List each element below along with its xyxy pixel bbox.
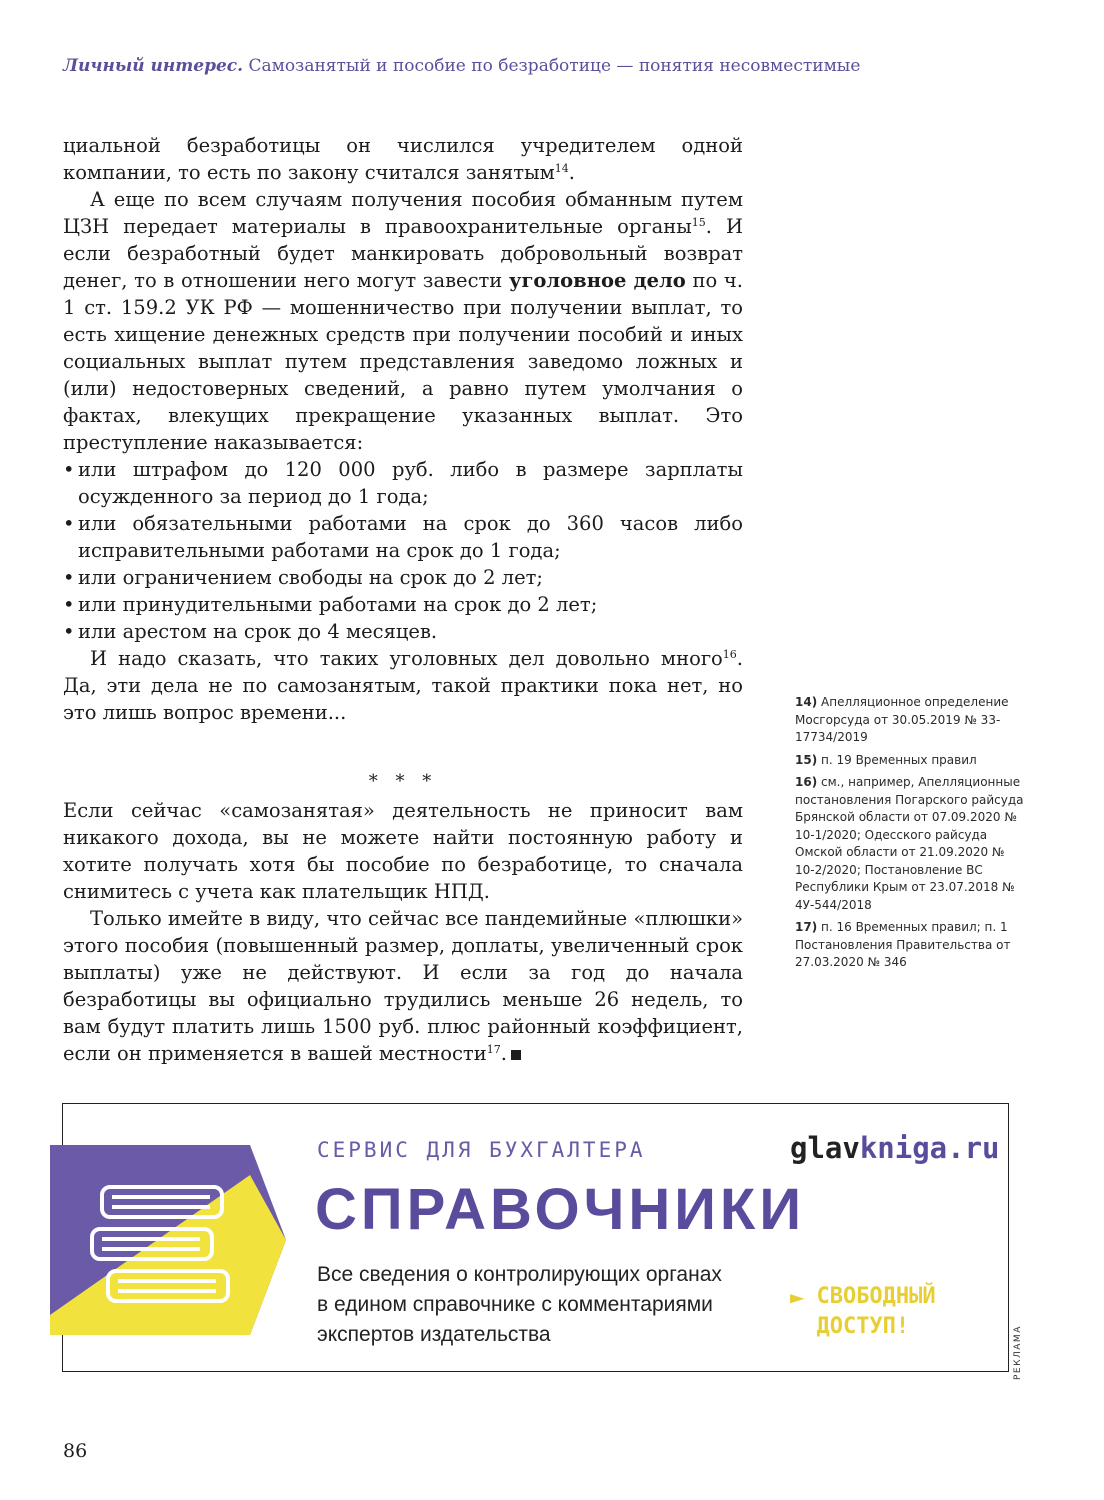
- section-divider: * * *: [368, 771, 438, 792]
- paragraph-2: А еще по всем случаям получения пособия обманным путем ЦЗН передает материалы в правоохранительные органы$^{15}$. И если безработный будет манкировать добровольный возврат денег, то в отношении него могут завести уголовное дело по ч. 1 ст. 159.2 УК РФ — мошенничество при получении выплат, то есть хищение денежных средств при получении пособий и иных социальных выплат путем представления заведомо ложных и (или) недостоверных сведений, а равно путем умолчания о фактах, влекущих прекращение указанных выплат. Это преступление наказывается:: [63, 188, 743, 454]
- play-arrow-icon: ►: [790, 1283, 805, 1311]
- list-item: • или принудительными работами на срок до 2 лет;: [63, 591, 743, 618]
- advertising-label: РЕКЛАМА: [1013, 1325, 1023, 1380]
- list-item: • или ограничением свободы на срок до 2 лет;: [63, 564, 743, 591]
- footnote-15: 15) п. 19 Временных правил: [795, 752, 977, 767]
- paragraph-4: Если сейчас «самозанятая» деятельность не приносит вам никакого дохода, вы не можете найти постоянную работу и хотите получать хотя бы пособие по безработице, то сначала снимитесь с учета как плательщик НПД.: [63, 799, 743, 903]
- running-header: [63, 56, 1063, 76]
- ad-subtitle: СЕРВИС ДЛЯ БУХГАЛТЕРА: [317, 1138, 646, 1162]
- list-item: • или обязательными работами на срок до 360 часов либо исправительными работами на срок до 1 года;: [63, 510, 743, 564]
- list-item: • или арестом на срок до 4 месяцев.: [63, 618, 743, 645]
- footnote-ref-17: 17: [486, 1043, 501, 1056]
- footnote-ref-16: 16: [722, 648, 737, 661]
- article-body: [63, 132, 743, 1067]
- footnotes: [795, 694, 1025, 977]
- header-section: Личный интерес.: [63, 56, 244, 76]
- header-title: Самозанятый и пособие по безработице — понятия несовместимые: [248, 56, 861, 76]
- list-item: • или штрафом до 120 000 руб. либо в размере зарплаты осужденного за период до 1 года;: [63, 456, 743, 510]
- ad-website-link[interactable]: glavkniga.ru: [790, 1131, 1000, 1165]
- footnote-17: 17) п. 16 Временных правил; п. 1 Постановления Правительства от 27.03.2020 № 346: [795, 920, 1011, 969]
- ad-description: Все сведения о контролирующих органах в едином справочнике с комментариями экспертов издательства: [317, 1263, 722, 1346]
- ad-title: СПРАВОЧНИКИ: [315, 1177, 806, 1242]
- footnote-14: 14) Апелляционное определение Мосгорсуда от 30.05.2019 № 33-17734/2019: [795, 695, 1009, 744]
- page-number: 86: [63, 1440, 88, 1462]
- end-of-article-mark: [511, 1050, 521, 1060]
- paragraph-5: Только имейте в виду, что сейчас все пандемийные «плюшки» этого пособия (повышенный размер, доплаты, увеличенный срок выплаты) уже не действуют. И если за год до начала безработицы вы официально трудились меньше 26 недель, то вам будут платить лишь 1500 руб. плюс районный коэффициент, если он применяется в вашей местности$^{17}$.: [63, 907, 743, 1065]
- books-icon: [50, 1145, 290, 1345]
- penalty-list: [63, 456, 743, 645]
- free-access-link[interactable]: ► СВОБОДНЫЙ ДОСТУП!: [790, 1283, 936, 1339]
- criminal-case-term: уголовное дело: [508, 269, 686, 292]
- footnote-ref-15: 15: [691, 216, 706, 229]
- footnote-16: 16) см., например, Апелляционные постановления Погарского райсуда Брянской области от 07.09.2020 № 10-1/2020; Одесского райсуда Омской области от 21.09.2020 № 10-2/2020; Постановление ВС Республики Крым от 23.07.2018 № 4У-544/2018: [795, 775, 1024, 912]
- paragraph-1: циальной безработицы он числился учредителем одной компании, то есть по закону считался занятым$^{14}$.: [63, 134, 743, 184]
- footnote-ref-14: 14: [554, 162, 569, 175]
- paragraph-3: И надо сказать, что таких уголовных дел довольно много$^{16}$. Да, эти дела не по самозанятым, такой практики пока нет, но это лишь вопрос времени...: [63, 647, 743, 724]
